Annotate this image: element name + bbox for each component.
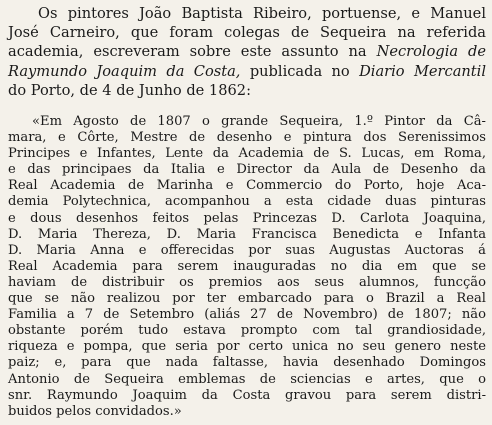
quote-paragraph bbox=[8, 114, 486, 420]
text-line: do Porto, de 4 de Junho de 1862: bbox=[8, 81, 251, 99]
quote-line: snr. Raymundo Joaquim da Costa gravou para serem distri- bbox=[8, 387, 486, 403]
italic-title: Diario Mercantil bbox=[359, 62, 486, 80]
italic-title: Raymundo Joaquim da Costa, bbox=[8, 62, 241, 80]
quote-line: buidos pelos convidados.» bbox=[8, 403, 182, 419]
text-line: Raymundo Joaquim da Costa, publicada no Diario Mercantil bbox=[8, 62, 486, 80]
italic-title: Necrologia de bbox=[376, 43, 487, 61]
quote-line: mara, e Côrte, Mestre de desenho e pintura dos Serenissimos bbox=[8, 130, 486, 146]
quote-line: demia Polytechnica, acompanhou a esta cidade duas pinturas bbox=[8, 194, 486, 210]
text-line: academia, escreveram sobre este assunto na Necrologia de bbox=[8, 43, 487, 61]
quote-line: e dous desenhos feitos pelas Princezas D. Carlota Joaquina, bbox=[8, 210, 486, 226]
quote-line: D. Maria Thereza, D. Maria Francisca Benedicta e Infanta bbox=[8, 226, 486, 242]
quote-line: que se não realizou por ter embarcado para o Brazil a Real bbox=[8, 291, 486, 307]
quote-line: e das principaes da Italia e Director da Aula de Desenho da bbox=[8, 162, 486, 178]
quote-line: D. Maria Anna e offerecidas por suas Augustas Auctoras á bbox=[8, 242, 486, 258]
quote-line: «Em Agosto de 1807 o grande Sequeira, 1.º Pintor da Câ- bbox=[32, 114, 486, 129]
quote-line: obstante porém tudo estava prompto com tal grandiosidade, bbox=[8, 323, 486, 339]
quote-line: Antonio de Sequeira emblemas de sciencias e artes, que o bbox=[8, 371, 486, 387]
text-line: Os pintores João Baptista Ribeiro, portuense, e Manuel bbox=[38, 5, 486, 22]
intro-paragraph bbox=[8, 4, 486, 100]
quote-line: Principes e Infantes, Lente da Academia de S. Lucas, em Roma, bbox=[8, 146, 486, 162]
quote-line: Real Academia para serem inauguradas no dia em que se bbox=[8, 258, 486, 274]
quote-line: Real Academia de Marinha e Commercio do Porto, hoje Aca- bbox=[8, 178, 486, 194]
quote-line: riqueza e pompa, que seria por certo unica no seu genero neste bbox=[8, 339, 486, 355]
quote-line: haviam de distribuir os premios aos seus alumnos, funcção bbox=[8, 274, 486, 290]
quote-line: paiz; e, para que nada faltasse, havia desenhado Domingos bbox=[8, 355, 486, 371]
text-line: José Carneiro, que foram colegas de Sequeira na referida bbox=[8, 24, 486, 42]
quote-line: Familia a 7 de Setembro (aliás 27 de Novembro) de 1807; não bbox=[8, 307, 486, 323]
